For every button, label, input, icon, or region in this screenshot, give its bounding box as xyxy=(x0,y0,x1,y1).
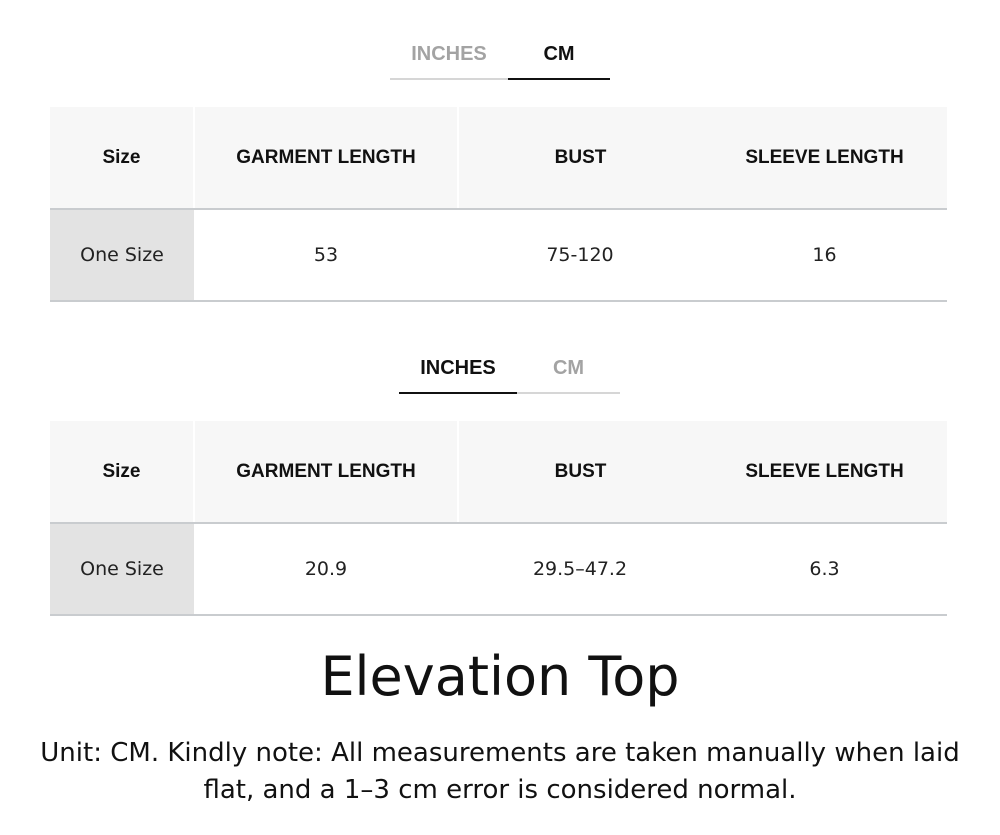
column-header-size: Size xyxy=(50,107,194,209)
tab-cm[interactable]: CM xyxy=(552,357,585,379)
table-header-row xyxy=(50,421,947,523)
garment-length-cell: 53 xyxy=(194,209,458,301)
bust-cell: 75-120 xyxy=(458,209,702,301)
size-table-inches xyxy=(50,421,947,616)
sleeve-length-cell: 6.3 xyxy=(702,523,947,615)
tab-inches[interactable]: INCHES xyxy=(399,346,517,392)
note-line-2: flat, and a 1–3 cm error is considered normal. xyxy=(203,775,797,805)
product-title: Elevation Top xyxy=(320,645,680,708)
table-row xyxy=(50,209,947,301)
bust-cell: 29.5–47.2 xyxy=(458,523,702,615)
column-header-garment-length: GARMENT LENGTH xyxy=(194,107,458,209)
column-header-sleeve-length: SLEEVE LENGTH xyxy=(702,421,947,523)
column-header-bust: BUST xyxy=(458,421,702,523)
tab-cm[interactable]: CM xyxy=(508,32,610,78)
column-header-sleeve-length: SLEEVE LENGTH xyxy=(702,107,947,209)
measurement-note xyxy=(30,735,970,809)
column-header-bust: BUST xyxy=(458,107,702,209)
table-row xyxy=(50,523,947,615)
note-line-1: Unit: CM. Kindly note: All measurements are taken manually when laid xyxy=(40,738,960,768)
column-header-garment-length: GARMENT LENGTH xyxy=(194,421,458,523)
garment-length-cell: 20.9 xyxy=(194,523,458,615)
size-cell: One Size xyxy=(50,209,194,301)
size-cell: One Size xyxy=(50,523,194,615)
table-header-row xyxy=(50,107,947,209)
tab-inches[interactable]: INCHES xyxy=(411,43,487,65)
size-table-cm xyxy=(50,107,947,302)
column-header-size: Size xyxy=(50,421,194,523)
sleeve-length-cell: 16 xyxy=(702,209,947,301)
unit-tabs-cm-section xyxy=(390,32,610,80)
unit-tabs-inches-section xyxy=(399,346,620,394)
